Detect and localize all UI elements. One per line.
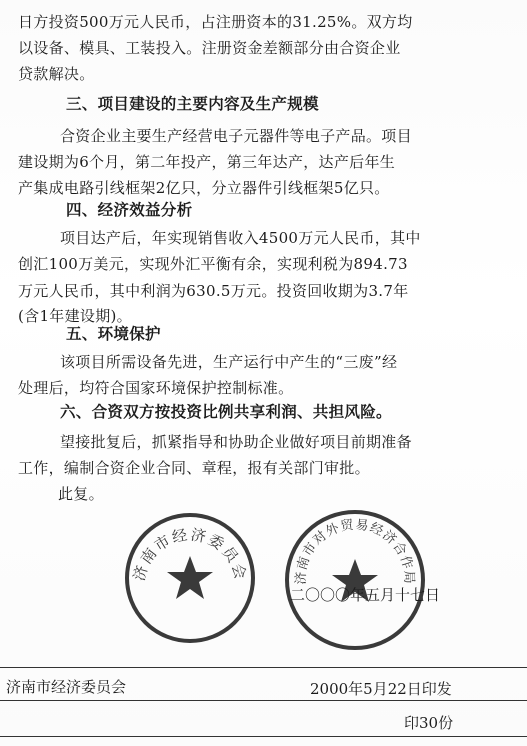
footer-rule-bottom xyxy=(0,736,527,737)
footer-copies: 印30份 xyxy=(404,714,454,732)
body-line: 此复。 xyxy=(58,485,104,503)
section-heading-5: 五、环境保护 xyxy=(66,325,161,343)
body-line: 以设备、模具、工装投入。注册资金差额部分由合资企业 xyxy=(18,39,401,57)
body-line: 万元人民币，其中利润为630.5万元。投资回收期为3.7年 xyxy=(18,282,409,300)
body-line: 建设期为6个月，第二年投产，第三年达产，达产后年生 xyxy=(18,153,396,171)
body-line: 处理后，均符合国家环境保护控制标准。 xyxy=(18,379,294,397)
footer-print-date: 2000年5月22日印发 xyxy=(310,680,452,698)
seal-left-text: 济南市经济委员会 xyxy=(129,525,251,583)
official-seal-left xyxy=(120,508,260,648)
seal-right-text: 济南市对外贸易经济合作局 xyxy=(293,517,417,585)
body-line: 创汇100万美元，实现外汇平衡有余，实现利税为894.73 xyxy=(18,255,408,273)
official-seal-right xyxy=(280,505,430,655)
section-heading-6: 六、合资双方按投资比例共享利润、共担风险。 xyxy=(60,403,392,421)
footer-rule-middle xyxy=(0,700,527,701)
body-line: 该项目所需设备先进，生产运行中产生的“三废”经 xyxy=(60,353,398,371)
body-line: 项目达产后，年实现销售收入4500万元人民币，其中 xyxy=(60,229,421,247)
body-line: (含1年建设期)。 xyxy=(18,307,132,325)
star-icon xyxy=(167,556,213,599)
body-line: 产集成电路引线框架2亿只，分立器件引线框架5亿只。 xyxy=(18,179,390,197)
body-line: 工作，编制合资企业合同、章程，报有关部门审批。 xyxy=(18,459,370,477)
footer-issuer: 济南市经济委员会 xyxy=(6,678,127,696)
body-line: 望接批复后，抓紧指导和协助企业做好项目前期准备 xyxy=(60,433,412,451)
body-line: 合资企业主要生产经营电子元器件等电子产品。项目 xyxy=(60,127,412,145)
body-line: 贷款解决。 xyxy=(18,65,95,83)
signature-date: 二〇〇〇年五月十七日 xyxy=(290,586,441,604)
footer-rule-top xyxy=(0,667,527,668)
section-heading-3: 三、项目建设的主要内容及生产规模 xyxy=(66,95,319,113)
body-line: 日方投资500万元人民币，占注册资本的31.25%。双方均 xyxy=(18,13,413,31)
section-heading-4: 四、经济效益分析 xyxy=(66,201,193,219)
